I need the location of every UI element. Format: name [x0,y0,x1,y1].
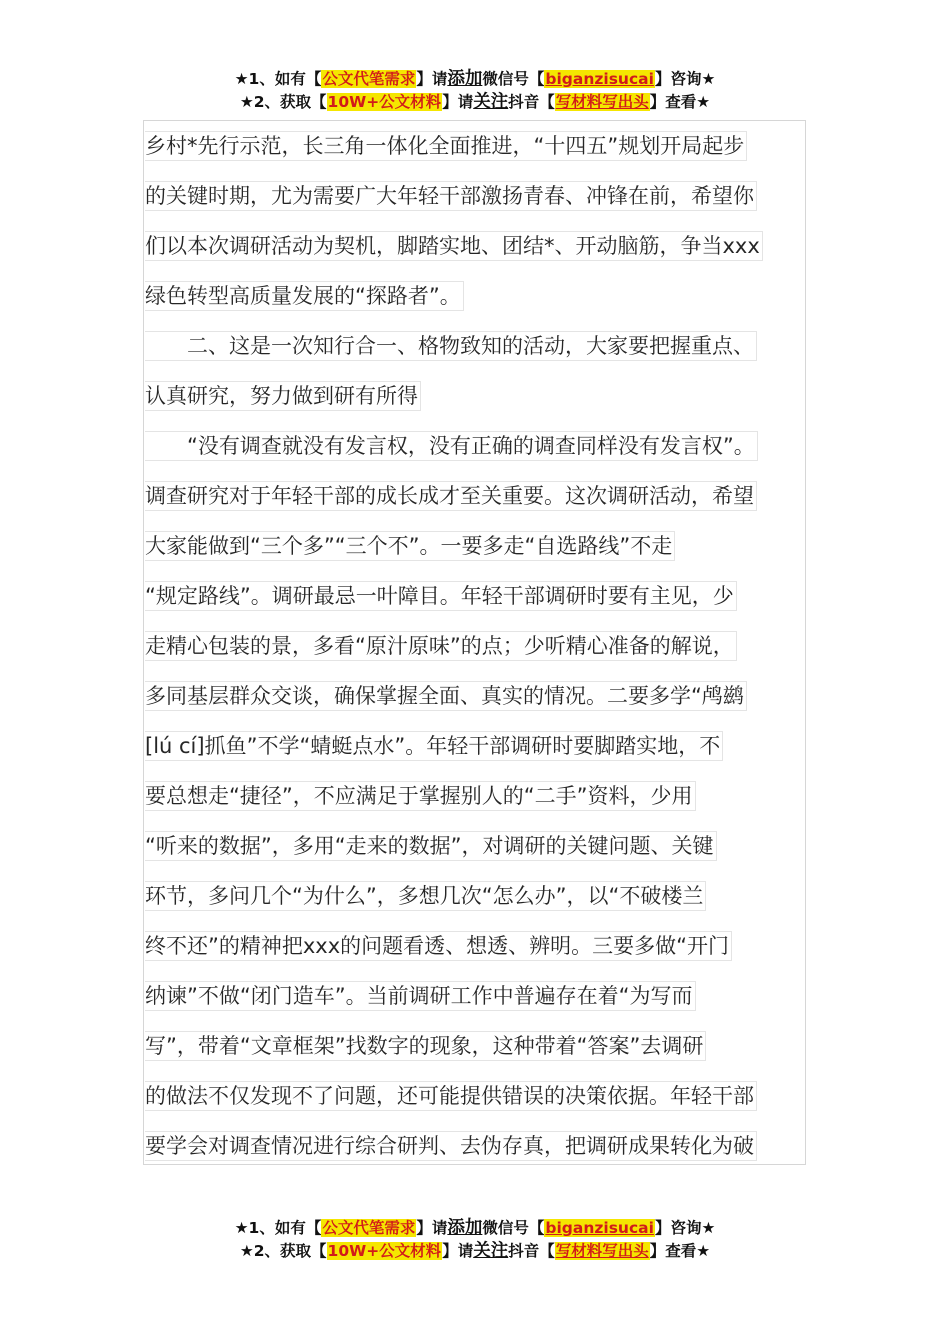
banner-text: ★2、获取【 [239,1242,327,1260]
banner-text: 微信号【 [482,1219,545,1237]
text-line: 走精心包装的景，多看“原汁原味”的点；少听精心准备的解说， [145,620,825,670]
banner-underlined: 添加 [447,1218,483,1238]
text-line: “规定路线”。调研最忌一叶障目。年轻干部调研时要有主见，少 [145,570,825,620]
text-line: 环节，多问几个“为什么”，多想几次“怎么办”，以“不破楼兰 [145,870,825,920]
banner-text: 】咨询★ [654,1219,716,1237]
text-line: “没有调查就没有发言权，没有正确的调查同样没有发言权”。 [145,420,825,470]
header-banner [0,68,950,114]
banner-underlined: 关注 [473,1241,509,1261]
text-line: 终不还”的精神把xxx的问题看透、想透、辨明。三要多做“开门 [145,920,825,970]
footer-banner-line-2 [0,1240,950,1263]
text-line: 们以本次调研活动为契机，脚踏实地、团结*、开动脑筋，争当xxx [145,220,825,270]
text-line: 多同基层群众交谈，确保掌握全面、真实的情况。二要多学“鸬鹚 [145,670,825,720]
banner-text: 】请 [416,70,448,88]
banner-highlight: 10W+公文材料 [327,93,442,111]
banner-wechat-id: biganzisucai [545,1219,654,1237]
banner-wechat-id: biganzisucai [545,70,654,88]
footer-banner-line-1 [0,1217,950,1240]
body-text [145,120,825,1170]
footer-banner [0,1217,950,1263]
banner-underlined: 添加 [447,69,483,89]
text-line: 要学会对调查情况进行综合研判、去伪存真，把调研成果转化为破 [145,1120,825,1170]
banner-text: 】咨询★ [654,70,716,88]
banner-douyin-id: 写材料写出头 [555,1242,649,1260]
text-line: 调查研究对于年轻干部的成长成才至关重要。这次调研活动，希望 [145,470,825,520]
banner-text: 】请 [442,1242,474,1260]
banner-text: 】请 [416,1219,448,1237]
banner-highlight: 公文代笔需求 [322,70,416,88]
text-line: 纳谏”不做“闭门造车”。当前调研工作中普遍存在着“为写而 [145,970,825,1020]
banner-underlined: 关注 [473,92,509,112]
text-line: 乡村*先行示范，长三角一体化全面推进，“十四五”规划开局起步 [145,120,825,170]
text-line: 的关键时期，尤为需要广大年轻干部激扬青春、冲锋在前，希望你 [145,170,825,220]
text-line: 绿色转型高质量发展的“探路者”。 [145,270,825,320]
banner-text: ★1、如有【 [234,70,322,88]
text-line: 要总想走“捷径”，不应满足于掌握别人的“二手”资料，少用 [145,770,825,820]
text-line: [lú cí]抓鱼”不学“蜻蜓点水”。年轻干部调研时要脚踏实地，不 [145,720,825,770]
banner-douyin-id: 写材料写出头 [555,93,649,111]
text-line: 二、这是一次知行合一、格物致知的活动，大家要把握重点、 [145,320,825,370]
text-line: “听来的数据”，多用“走来的数据”，对调研的关键问题、关键 [145,820,825,870]
header-banner-line-1 [0,68,950,91]
banner-text: 】请 [442,93,474,111]
banner-highlight: 公文代笔需求 [322,1219,416,1237]
header-banner-line-2 [0,91,950,114]
banner-text: 】查看★ [649,93,711,111]
text-line: 认真研究，努力做到研有所得 [145,370,825,420]
banner-text: 抖音【 [508,93,555,111]
text-line: 写”，带着“文章框架”找数字的现象，这种带着“答案”去调研 [145,1020,825,1070]
banner-highlight: 10W+公文材料 [327,1242,442,1260]
banner-text: 抖音【 [508,1242,555,1260]
banner-text: 】查看★ [649,1242,711,1260]
banner-text: 微信号【 [482,70,545,88]
banner-text: ★2、获取【 [239,93,327,111]
text-line: 大家能做到“三个多”“三个不”。一要多走“自选路线”不走 [145,520,825,570]
text-line: 的做法不仅发现不了问题，还可能提供错误的决策依据。年轻干部 [145,1070,825,1120]
banner-text: ★1、如有【 [234,1219,322,1237]
